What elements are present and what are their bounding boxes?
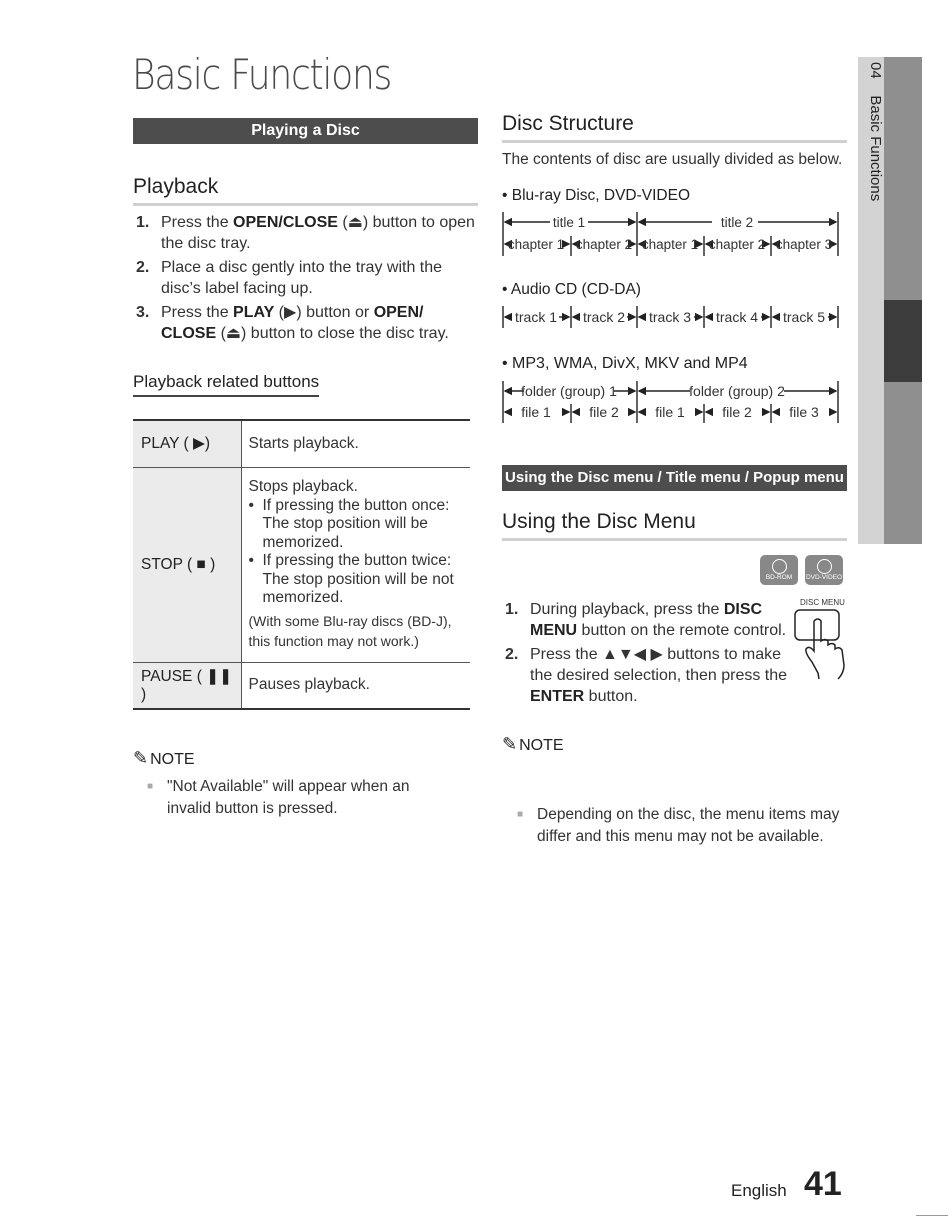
playback-steps	[133, 212, 478, 347]
side-tab-label: Basic Functions	[867, 95, 884, 202]
side-tab-marker	[884, 300, 922, 382]
step-text: button.	[584, 688, 638, 705]
dvd-video-icon	[805, 555, 843, 585]
diagram-label: track 4	[715, 309, 759, 325]
step-number: 2.	[505, 646, 519, 663]
diagram-label: track 3	[648, 309, 692, 325]
pencil-icon: ✎	[502, 734, 518, 754]
diagram-label: file 2	[722, 404, 752, 420]
step-text: Press the	[161, 214, 234, 231]
table-row	[133, 662, 470, 709]
step-button-name: DISC MENU	[530, 601, 763, 639]
step-number: 3.	[136, 304, 150, 321]
step-button-name: ENTER	[530, 688, 585, 705]
heading-playback-related-buttons: Playback related buttons	[133, 372, 319, 397]
note-item: ■ Depending on the disc, the menu items may differ and this menu may not be available.	[517, 804, 852, 848]
disc-menu-step-2	[502, 644, 802, 707]
diagram-label: chapter 2	[708, 237, 766, 252]
step-text: Place a disc gently into the tray with the disc’s label facing up.	[161, 259, 443, 297]
step-button-name: PLAY	[233, 304, 275, 321]
diagram-label: title 2	[720, 215, 754, 230]
note-item: ■ "Not Available" will appear when an invalid button is pressed.	[147, 776, 452, 820]
disc-type-bullet: • Audio CD (CD-DA)	[502, 281, 641, 299]
diagram-label: folder (group) 1	[521, 383, 617, 399]
button-name: STOP ( ■ )	[133, 467, 241, 662]
button-description	[241, 467, 470, 662]
disc-structure-intro: The contents of disc are usually divided as below.	[502, 151, 843, 168]
diagram-label: file 1	[521, 404, 551, 420]
side-tab-text	[860, 62, 884, 262]
step-number: 2.	[136, 259, 150, 276]
step-button-name: OPEN/CLOSE	[233, 214, 338, 231]
diagram-label: title 1	[552, 215, 586, 230]
diagram-label: folder (group) 2	[689, 383, 785, 399]
footer-language: English	[731, 1181, 787, 1200]
bd-rom-icon	[760, 555, 798, 585]
diagram-label: chapter 3	[775, 237, 833, 252]
playback-step-2	[133, 257, 478, 299]
button-name: PLAY ( ▶)	[133, 420, 241, 467]
diagram-label: chapter 2	[575, 237, 633, 252]
diagram-label: file 3	[789, 404, 819, 420]
page-title: Basic Functions	[132, 50, 392, 99]
footer-rule	[916, 1215, 948, 1216]
step-number: 1.	[136, 214, 150, 231]
diagram-label: chapter 1	[641, 237, 699, 252]
page-number: 41	[804, 1165, 842, 1203]
table-row	[133, 420, 470, 467]
disc-menu-step-1	[502, 599, 802, 641]
note-label: NOTE	[150, 751, 195, 768]
description-bullet: • If pressing the button twice: The stop position will be not memorized.	[249, 552, 464, 608]
button-description: Starts playback.	[241, 420, 470, 467]
heading-playback: Playback	[133, 175, 478, 206]
section-bar-disc-menu: Using the Disc menu / Title menu / Popup menu	[502, 465, 847, 491]
playback-step-1	[133, 212, 478, 254]
diagram-label: track 2	[582, 309, 626, 325]
note-heading	[133, 748, 195, 769]
step-text: Press the ▲▼◀ ▶ buttons to make the desired selection, then press the	[530, 646, 788, 684]
heading-using-disc-menu: Using the Disc Menu	[502, 510, 847, 541]
pencil-icon: ✎	[133, 748, 149, 768]
step-text: (⏏) button to open the disc tray.	[161, 214, 475, 252]
disc-icon-label: DVD-VIDEO	[805, 574, 843, 581]
side-tab-number: 04	[867, 62, 884, 79]
diagram-label: track 1	[514, 309, 558, 325]
button-description: Pauses playback.	[241, 662, 470, 709]
diagram-label: track 5	[782, 309, 826, 325]
step-text: (▶) button or	[274, 304, 374, 321]
disc-structure-diagram-bluray	[500, 208, 845, 260]
note-heading	[502, 734, 564, 755]
step-text: Press the	[161, 304, 234, 321]
disc-type-bullet: • Blu-ray Disc, DVD-VIDEO	[502, 187, 690, 205]
disc-icon-label: BD-ROM	[765, 574, 793, 581]
step-text: During playback, press the	[530, 601, 724, 618]
remote-label: DISC MENU	[800, 598, 845, 607]
section-bar-playing-a-disc: Playing a Disc	[133, 118, 478, 144]
disc-structure-diagram-files	[500, 378, 845, 426]
step-text: (⏏) button to close the disc tray.	[216, 325, 449, 342]
heading-disc-structure: Disc Structure	[502, 112, 847, 143]
disc-type-bullet: • MP3, WMA, DivX, MKV and MP4	[502, 355, 748, 373]
step-text: button on the remote control.	[577, 622, 787, 639]
playback-step-3	[133, 302, 478, 344]
description-note: (With some Blu-ray discs (BD-J), this function may not work.)	[248, 612, 452, 649]
disc-menu-steps	[502, 599, 802, 710]
diagram-label: chapter 1	[507, 237, 565, 252]
table-row	[133, 467, 470, 662]
note-label: NOTE	[519, 737, 564, 754]
step-button-name: OPEN/ CLOSE	[161, 304, 424, 342]
playback-buttons-table	[133, 419, 470, 710]
diagram-label: file 1	[655, 404, 685, 420]
description-text: Stops playback.	[248, 478, 358, 496]
button-name: PAUSE ( ❚❚ )	[133, 662, 241, 709]
disc-structure-diagram-audio-cd	[500, 304, 845, 330]
description-bullet: • If pressing the button once: The stop position will be memorized.	[249, 497, 464, 553]
step-number: 1.	[505, 601, 519, 618]
diagram-label: file 2	[589, 404, 619, 420]
